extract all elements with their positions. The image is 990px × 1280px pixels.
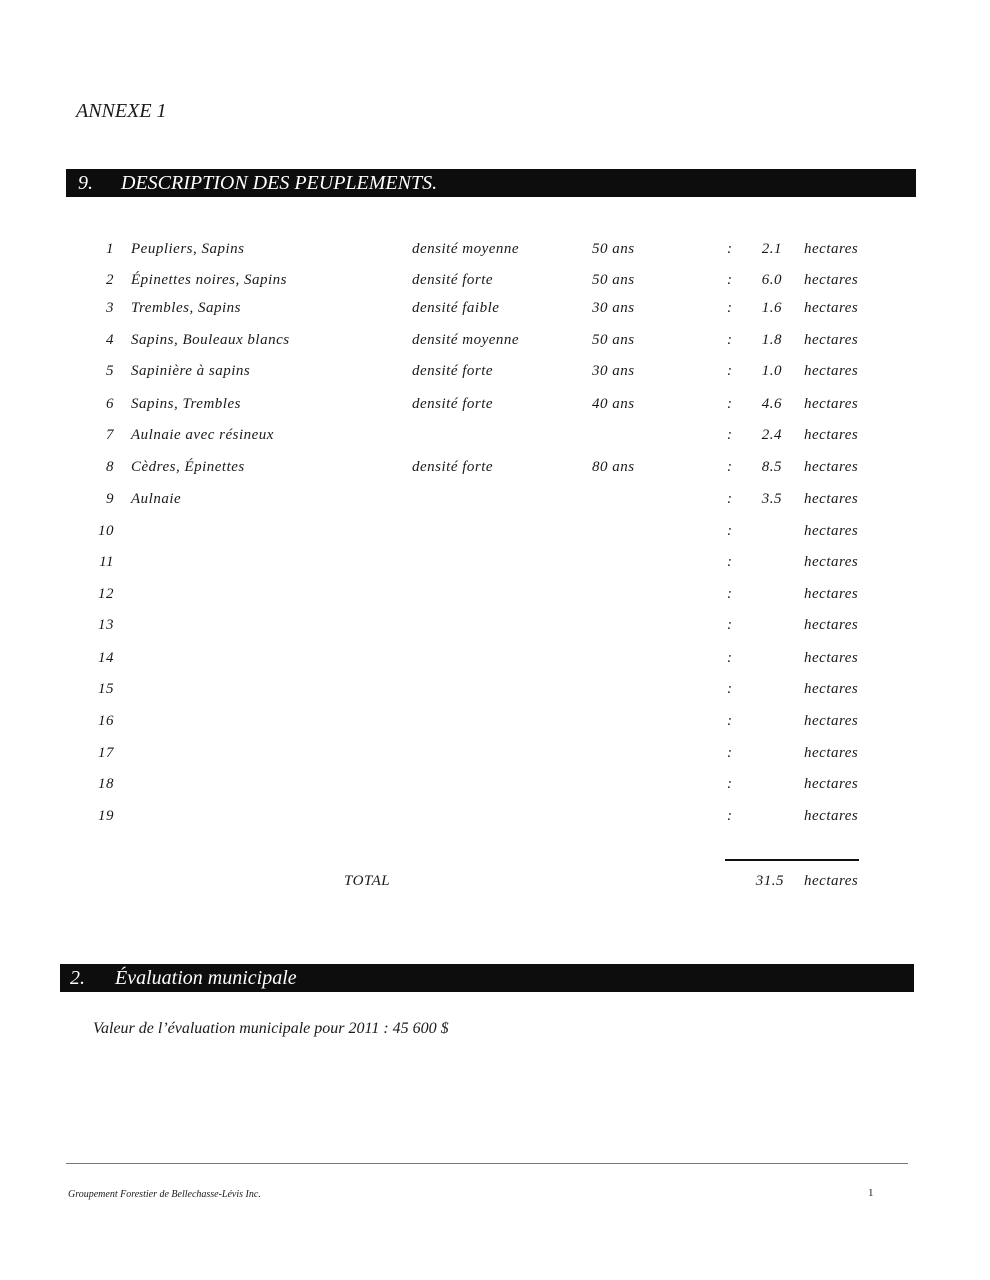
table-row [0, 427, 990, 451]
table-row [0, 650, 990, 674]
table-row [0, 776, 990, 800]
stand-area: 1.0 [761, 363, 782, 379]
stand-area-unit: hectares [804, 776, 859, 792]
table-row [0, 554, 990, 578]
stand-number: 6 [106, 396, 114, 412]
stand-number: 5 [106, 363, 114, 379]
table-row [0, 745, 990, 769]
stand-age: 50 ans [592, 332, 635, 348]
stand-density: densité forte [412, 459, 494, 475]
stand-number: 7 [106, 427, 114, 443]
table-row [0, 713, 990, 737]
stand-density: densité forte [412, 272, 494, 288]
section-9-header [66, 169, 916, 197]
stand-age: 50 ans [592, 272, 635, 288]
stand-area-unit: hectares [804, 617, 859, 633]
table-row [0, 396, 990, 420]
stand-area-unit: hectares [804, 523, 859, 539]
stand-number: 9 [106, 491, 114, 507]
stand-colon: : [727, 363, 733, 379]
stand-number: 16 [98, 713, 114, 729]
table-row [0, 586, 990, 610]
stand-area-unit: hectares [804, 272, 859, 288]
page-number: 1 [868, 1187, 874, 1199]
stand-colon: : [727, 681, 733, 697]
stand-number: 11 [99, 554, 114, 570]
stand-area-unit: hectares [804, 300, 859, 316]
section-2-header [60, 964, 914, 992]
stand-area: 4.6 [761, 396, 782, 412]
stand-colon: : [727, 776, 733, 792]
stand-age: 40 ans [592, 396, 635, 412]
stand-area-unit: hectares [804, 363, 859, 379]
stand-number: 15 [98, 681, 114, 697]
stand-colon: : [727, 427, 733, 443]
total-label: TOTAL [344, 873, 391, 889]
stand-age: 30 ans [592, 363, 635, 379]
footer-organization: Groupement Forestier de Bellechasse-Lévis Inc. [68, 1189, 261, 1200]
stand-density: densité forte [412, 396, 494, 412]
stand-species: Trembles, Sapins [131, 300, 241, 316]
stand-number: 10 [98, 523, 114, 539]
stand-colon: : [727, 808, 733, 824]
stand-density: densité faible [412, 300, 500, 316]
table-row [0, 617, 990, 641]
footer-rule [66, 1163, 908, 1164]
stand-number: 18 [98, 776, 114, 792]
stand-area-unit: hectares [804, 241, 859, 257]
stand-age: 80 ans [592, 459, 635, 475]
stand-density: densité moyenne [412, 241, 520, 257]
stand-species: Peupliers, Sapins [131, 241, 245, 257]
stand-area-unit: hectares [804, 681, 859, 697]
stand-colon: : [727, 396, 733, 412]
stand-number: 13 [98, 617, 114, 633]
stand-number: 3 [106, 300, 114, 316]
stand-area-unit: hectares [804, 427, 859, 443]
stand-colon: : [727, 241, 733, 257]
stand-age: 50 ans [592, 241, 635, 257]
section-9-title: DESCRIPTION DES PEUPLEMENTS. [121, 172, 438, 194]
stand-area-unit: hectares [804, 650, 859, 666]
stand-area: 3.5 [761, 491, 782, 507]
table-row [0, 272, 990, 296]
stand-species: Sapins, Trembles [131, 396, 241, 412]
stand-area-unit: hectares [804, 396, 859, 412]
table-row [0, 491, 990, 515]
stand-colon: : [727, 300, 733, 316]
stand-number: 8 [106, 459, 114, 475]
table-row [0, 459, 990, 483]
stand-colon: : [727, 523, 733, 539]
stand-number: 17 [98, 745, 114, 761]
stand-colon: : [727, 459, 733, 475]
municipal-evaluation-text: Valeur de l’évaluation municipale pour 2011 : 45 600 $ [93, 1020, 449, 1037]
stand-species: Sapinière à sapins [131, 363, 251, 379]
stand-area-unit: hectares [804, 554, 859, 570]
stand-area: 6.0 [761, 272, 782, 288]
table-row [0, 363, 990, 387]
stand-density: densité moyenne [412, 332, 520, 348]
stand-area: 1.6 [761, 300, 782, 316]
stand-number: 4 [106, 332, 114, 348]
stand-area-unit: hectares [804, 713, 859, 729]
total-rule [725, 859, 859, 861]
stand-area-unit: hectares [804, 491, 859, 507]
table-row [0, 300, 990, 324]
stand-area-unit: hectares [804, 586, 859, 602]
stand-colon: : [727, 272, 733, 288]
stand-area-unit: hectares [804, 459, 859, 475]
stand-species: Cèdres, Épinettes [131, 459, 245, 475]
total-unit: hectares [804, 873, 859, 889]
stand-colon: : [727, 650, 733, 666]
stand-colon: : [727, 491, 733, 507]
stand-area-unit: hectares [804, 745, 859, 761]
stand-number: 19 [98, 808, 114, 824]
table-row [0, 681, 990, 705]
section-2-number: 2. [70, 967, 85, 989]
stand-species: Aulnaie [131, 491, 182, 507]
table-row [0, 808, 990, 832]
stand-area: 1.8 [761, 332, 782, 348]
stand-colon: : [727, 554, 733, 570]
table-row [0, 241, 990, 265]
table-row [0, 332, 990, 356]
stand-colon: : [727, 617, 733, 633]
stand-colon: : [727, 332, 733, 348]
stand-age: 30 ans [592, 300, 635, 316]
stand-colon: : [727, 745, 733, 761]
stand-species: Aulnaie avec résineux [131, 427, 274, 443]
total-value: 31.5 [755, 873, 784, 889]
stand-density: densité forte [412, 363, 494, 379]
stand-species: Épinettes noires, Sapins [131, 272, 288, 288]
table-row [0, 523, 990, 547]
stand-colon: : [727, 713, 733, 729]
stand-area: 2.4 [761, 427, 782, 443]
stand-number: 1 [106, 241, 114, 257]
stand-colon: : [727, 586, 733, 602]
annex-title: ANNEXE 1 [76, 100, 167, 122]
stand-area-unit: hectares [804, 808, 859, 824]
section-2-title: Évaluation municipale [115, 967, 297, 989]
stand-species: Sapins, Bouleaux blancs [131, 332, 290, 348]
stand-area-unit: hectares [804, 332, 859, 348]
stand-area: 2.1 [761, 241, 782, 257]
stand-number: 2 [106, 272, 114, 288]
stand-number: 12 [98, 586, 114, 602]
stand-number: 14 [98, 650, 114, 666]
section-9-number: 9. [78, 172, 93, 194]
stand-area: 8.5 [761, 459, 782, 475]
